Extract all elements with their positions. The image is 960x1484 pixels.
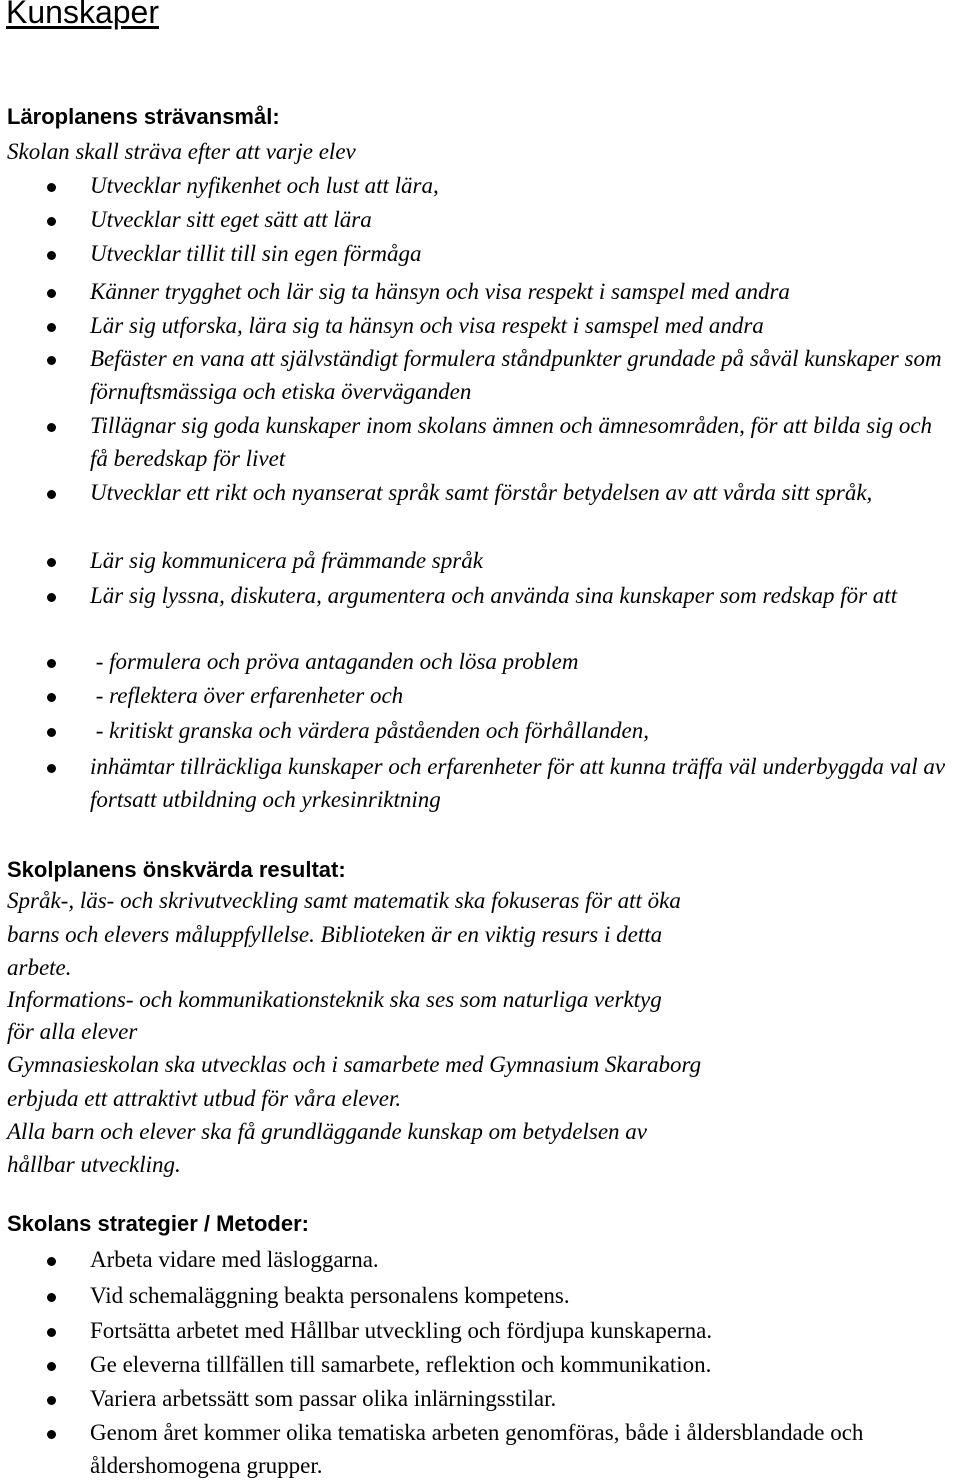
- section-heading-resultat: Skolplanens önskvärda resultat:: [7, 857, 346, 882]
- paragraph-line: för alla elever: [7, 1019, 138, 1044]
- paragraph-line: hållbar utveckling.: [7, 1152, 181, 1177]
- bullet-icon: [47, 1430, 56, 1439]
- list-item-text: Genom året kommer olika tematiska arbeten genomföras, både i åldersblandade och åldershomogena grupper.: [90, 1420, 864, 1478]
- bullet-icon: [47, 1293, 56, 1302]
- list-item-text: Befäster en vana att självständigt formulera ståndpunkter grundade på såväl kunskaper som förnuftsmässiga och etiska överväganden: [90, 346, 942, 404]
- bullet-icon: [47, 356, 56, 365]
- bullet-icon: [47, 593, 56, 602]
- bullet-icon: [47, 183, 56, 192]
- page-title: Kunskaper: [6, 0, 159, 30]
- list-item-text: Variera arbetssätt som passar olika inlärningsstilar.: [90, 1386, 557, 1411]
- list-item-text: - formulera och pröva antaganden och lösa problem: [90, 649, 579, 674]
- bullet-icon: [47, 1362, 56, 1371]
- bullet-icon: [47, 764, 56, 773]
- list-item-text: inhämtar tillräckliga kunskaper och erfarenheter för att kunna träffa väl underbyggda val av fortsatt utbildning och yrkesinriktning: [90, 754, 946, 812]
- section-heading-strategier: Skolans strategier / Metoder:: [7, 1211, 309, 1236]
- bullet-icon: [47, 423, 56, 432]
- bullet-icon: [47, 251, 56, 260]
- list-item-text: Utvecklar nyfikenhet och lust att lära,: [90, 173, 439, 198]
- paragraph-line: erbjuda ett attraktivt utbud för våra elever.: [7, 1086, 402, 1111]
- list-item-text: Lär sig kommunicera på främmande språk: [90, 548, 483, 573]
- bullet-icon: [47, 558, 56, 567]
- list-item-text: Lär sig utforska, lära sig ta hänsyn och visa respekt i samspel med andra: [90, 313, 764, 338]
- list-item-text: Känner trygghet och lär sig ta hänsyn och visa respekt i samspel med andra: [90, 279, 790, 304]
- paragraph-line: Språk-, läs- och skrivutveckling samt matematik ska fokuseras för att öka: [7, 888, 681, 913]
- list-item-text: Ge eleverna tillfällen till samarbete, reflektion och kommunikation.: [90, 1352, 712, 1377]
- paragraph-line: barns och elevers måluppfyllelse. Biblioteken är en viktig resurs i detta: [7, 922, 663, 947]
- bullet-icon: [47, 728, 56, 737]
- paragraph-line: Gymnasieskolan ska utvecklas och i samarbete med Gymnasium Skaraborg: [7, 1052, 702, 1077]
- bullet-icon: [47, 1257, 56, 1266]
- bullet-icon: [47, 693, 56, 702]
- list-item-text: Utvecklar sitt eget sätt att lära: [90, 207, 372, 232]
- bullet-icon: [47, 490, 56, 499]
- bullet-icon: [47, 217, 56, 226]
- paragraph-line: Alla barn och elever ska få grundläggande kunskap om betydelsen av: [7, 1119, 648, 1144]
- list-item-text: Fortsätta arbetet med Hållbar utveckling och fördjupa kunskaperna.: [90, 1318, 713, 1343]
- bullet-icon: [47, 289, 56, 298]
- list-item-text: Vid schemaläggning beakta personalens kompetens.: [90, 1283, 570, 1308]
- bullet-icon: [47, 659, 56, 668]
- list-item-text: Tillägnar sig goda kunskaper inom skolans ämnen och ämnesområden, för att bilda sig och få beredskap för livet: [90, 413, 933, 471]
- list-item-text: Lär sig lyssna, diskutera, argumentera och använda sina kunskaper som redskap för att: [90, 583, 898, 608]
- bullet-icon: [47, 1396, 56, 1405]
- list-item-text: Arbeta vidare med läsloggarna.: [90, 1247, 379, 1272]
- paragraph-line: arbete.: [7, 955, 72, 980]
- list-item-text: - kritiskt granska och värdera påståenden och förhållanden,: [90, 718, 649, 743]
- list-item-text: Utvecklar tillit till sin egen förmåga: [90, 241, 422, 266]
- section-heading-strivansmal: Läroplanens strävansmål:: [7, 104, 280, 129]
- list-item-text: Utvecklar ett rikt och nyanserat språk samt förstår betydelsen av att vårda sitt språk,: [90, 480, 873, 505]
- section-intro: Skolan skall sträva efter att varje elev: [7, 139, 356, 164]
- bullet-icon: [47, 1328, 56, 1337]
- bullet-icon: [47, 323, 56, 332]
- list-item-text: - reflektera över erfarenheter och: [90, 683, 404, 708]
- paragraph-line: Informations- och kommunikationsteknik ska ses som naturliga verktyg: [7, 987, 662, 1012]
